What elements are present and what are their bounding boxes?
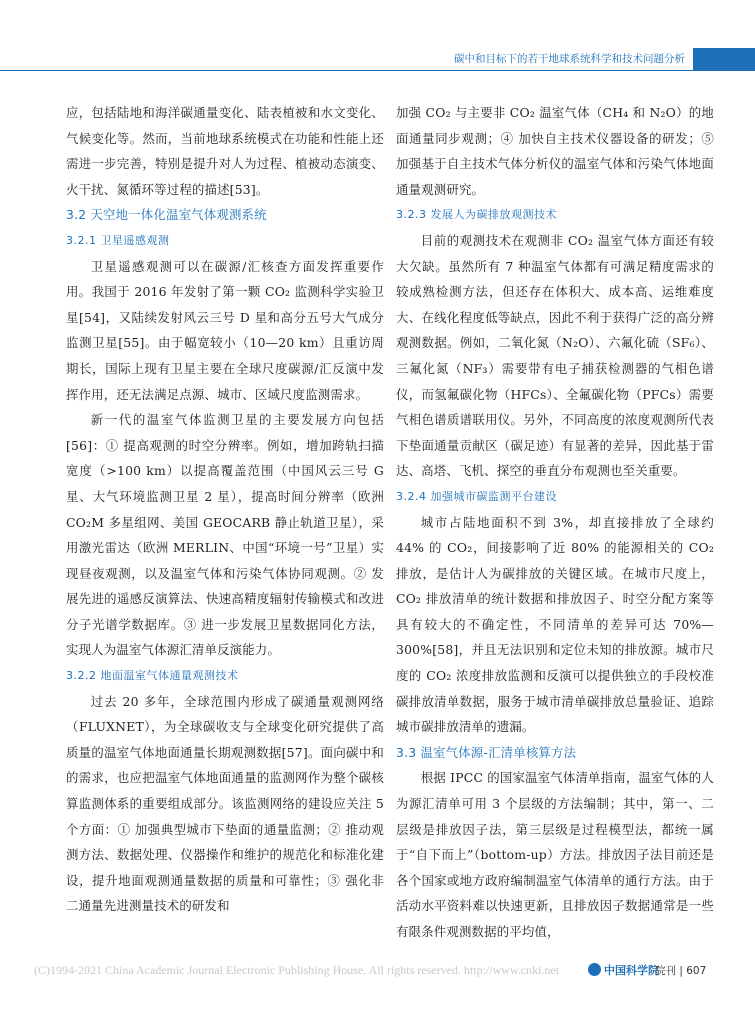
- left-paragraph-3: 新一代的温室气体监测卫星的主要发展方向包括[56]：① 提高观测的时空分辨率。例如，增加跨轨扫描宽度（>100 km）以提高覆盖范围（中国风云三号 G 星、大气环境监测卫星 2 星），提高时间分辨率（欧洲 CO₂M 多星组网、美国 GEOCARB 静止轨道卫星），采用激光雷达（欧洲 MERLIN、中国“环境一号”卫星）实现昼夜观测，以及温室气体和污染气体协同观测。② 发展先进的遥感反演算法、快速高精度辐射传输模式和改进分子光谱学数据库。③ 进一步发展卫星数据同化方法，实现人为温室气体源汇清单反演能力。: [66, 412, 384, 658]
- running-title: 碳中和目标下的若干地球系统科学和技术问题分析: [454, 53, 685, 65]
- journal-logo-text: 中国科学院: [604, 964, 659, 977]
- left-paragraph-1: 应，包括陆地和海洋碳通量变化、陆表植被和水文变化、气候变化等。然而，当前地球系统模式在功能和性能上还需进一步完善，特别是提升对人为过程、植被动态演变、火干扰、氮循环等过程的描述[53]。: [66, 105, 384, 197]
- right-column: [396, 100, 714, 945]
- section-3-2-4-title: 3.2.4 加强城市碳监测平台建设: [396, 489, 557, 503]
- left-column: [66, 100, 384, 919]
- left-paragraph-4: 过去 20 多年，全球范围内形成了碳通量观测网络（FLUXNET），为全球碳收支与全球变化研究提供了高质量的温室气体地面通量长期观测数据[57]。面向碳中和的需求，也应把温室气体地面通量的监测网作为整个碳核算监测体系的重要组成部分。该监测网络的建设应关注 5 个方面：① 加强典型城市下垫面的通量监测；② 推动观测方法、数据处理、仪器操作和维护的规范化和标准化建设，提升地面观测通量数据的质量和可靠性；③ 强化非二通量先进测量技术的研发和: [66, 693, 384, 914]
- section-3-2-2-title: 3.2.2 地面温室气体通量观测技术: [66, 669, 239, 683]
- globe-icon: [588, 963, 601, 976]
- section-3-2-title: 3.2 天空地一体化温室气体观测系统: [66, 207, 267, 223]
- copyright-watermark: (C)1994-2021 China Academic Journal Electronic Publishing House. All rights reserved. http://www.cnki.net: [34, 963, 560, 977]
- section-3-2-1-title: 3.2.1 卫星遥感观测: [66, 233, 170, 247]
- page-number: 院刊 | 607: [655, 965, 707, 977]
- right-paragraph-1: 加强 CO₂ 与主要非 CO₂ 温室气体（CH₄ 和 N₂O）的地面通量同步观测；④ 加快自主技术仪器设备的研发；⑤ 加强基于自主技术气体分析仪的温室气体和污染气体地面通量观测研究。: [396, 105, 714, 197]
- right-paragraph-2: 目前的观测技术在观测非 CO₂ 温室气体方面还有较大欠缺。虽然所有 7 种温室气体都有可满足精度需求的较成熟检测方法，但还存在体积大、成本高、运维难度大、在线化程度低等缺点，因此不利于获得广泛的高分辨观测数据。例如，二氧化氮（N₂O）、六氟化硫（SF₆）、三氟化氮（NF₃）需要带有电子捕获检测器的气相色谱仪，而氢氟碳化物（HFCs）、全氟碳化物（PFCs）需要气相色谱质谱联用仪。另外，不同高度的浓度观测所代表下垫面通量贡献区（碳足迹）有显著的差异，因此基于雷达、高塔、飞机、探空的垂直分布观测也至关重要。: [396, 232, 714, 479]
- header-color-tab: [693, 48, 755, 70]
- left-paragraph-2: 卫星遥感观测可以在碳源/汇核查方面发挥重要作用。我国于 2016 年发射了第一颗 CO₂ 监测科学实验卫星[54]，又陆续发射风云三号 D 星和高分五号大气成分监测卫星[55]。由于幅宽较小（10—20 km）且重访周期长，国际上现有卫星主要在全球尺度碳源/汇反演中发挥作用，还无法满足点源、城市、区域尺度监测需求。: [66, 258, 384, 402]
- journal-logo: [588, 962, 659, 978]
- right-paragraph-4: 根据 IPCC 的国家温室气体清单指南，温室气体的人为源汇清单可用 3 个层级的方法编制；其中，第一、二层级是排放因子法，第三层级是过程模型法，都统一属于“自下而上”（bottom-up）方法。排放因子法目前还是各个国家或地方政府编制温室气体清单的通行方法。由于活动水平资料难以快速更新，且排放因子数据通常是一些有限条件观测数据的平均值，: [396, 770, 714, 939]
- section-3-2-3-title: 3.2.3 发展人为碳排放观测技术: [396, 208, 557, 222]
- right-paragraph-3: 城市占陆地面积不到 3%，却直接排放了全球约 44% 的 CO₂，间接影响了近 80% 的能源相关的 CO₂ 排放，是估计人为碳排放的关键区域。在城市尺度上，CO₂ 排放清单的统计数据和排放因子、时空分配方案等具有较大的不确定性，不同清单的差异可达 70%—300%[58]，并且无法识别和定位未知的排放源。城市尺度的 CO₂ 浓度排放监测和反演可以提供独立的手段校准碳排放清单数据，服务于城市清单碳排放总量验证、追踪城市碳排放清单的遗漏。: [396, 514, 714, 735]
- section-3-3-title: 3.3 温室气体源-汇清单核算方法: [396, 744, 577, 760]
